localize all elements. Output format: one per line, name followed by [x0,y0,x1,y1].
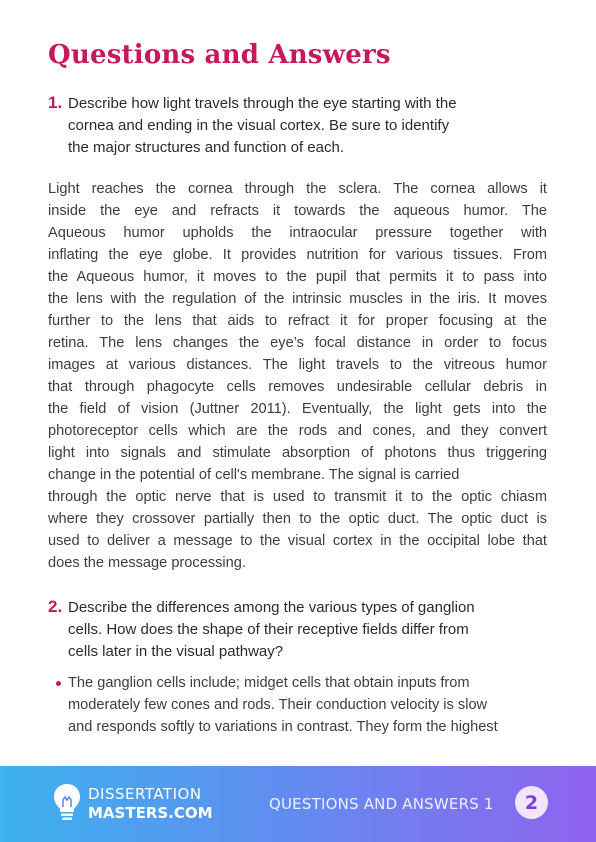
answer-1-line: images at various distances. The light travels to the vitreous humor [48,357,547,373]
answer-1-line: where they crossover partially then to the optic duct. The optic duct is [48,511,547,527]
question-2-number: 2. [48,597,63,616]
question-1-line: the major structures and function of each. [68,139,344,156]
question-1 [48,92,548,159]
question-2-line: cells later in the visual pathway? [68,643,284,660]
page-number-badge: 2 [515,786,548,819]
answer-1-line: inside the eye and refracts it towards the aqueous humor. The [48,203,547,219]
answer-1-line: retina. The lens changes the eye’s focal distance in order to focus [48,335,547,351]
answer-1-line: through the optic nerve that is used to transmit it to the optic chiasm [48,489,547,505]
question-2-line: cells. How does the shape of their receptive fields differ from [68,621,469,638]
question-2-line: Describe the differences among the various types of ganglion [68,599,475,616]
answer-1-line: does the message processing. [48,555,246,571]
question-1-line: cornea and ending in the visual cortex. Be sure to identify [68,117,450,134]
answer-1-paragraph [48,178,547,574]
question-2 [48,596,548,663]
page-title: Questions and Answers [48,40,391,70]
answer-1-line: the lens with the regulation of the intrinsic muscles in the iris. It moves [48,291,547,307]
answer-2-line: and responds softly to variations in contrast. They form the highest [68,719,498,735]
answer-1-line: the field of vision (Juttner 2011). Eventually, the light gets into the [48,401,547,417]
answer-1-line: Aqueous humor upholds the intraocular pressure together with [48,225,547,241]
answer-1-line: Light reaches the cornea through the sclera. The cornea allows it [48,181,547,197]
bullet-icon [56,681,61,686]
logo-text-line1: DISSERTATION [88,785,202,803]
answer-2-bullet [56,672,551,738]
answer-1-line: used to deliver a message to the visual cortex in the occipital lobe that [48,533,547,549]
answer-2-line: moderately few cones and rods. Their conduction velocity is slow [68,697,488,713]
answer-1-line: photoreceptor cells which are the rods and cones, and they convert [48,423,547,439]
answer-1-line: further to the lens that aids to refract it for proper focusing at the [48,313,547,329]
logo-text-line2: MASTERS.COM [88,804,213,822]
question-1-number: 1. [48,93,63,112]
footer-section-title: QUESTIONS AND ANSWERS 1 [269,795,494,813]
answer-1-line: light into signals and stimulate absorption of photons thus triggering [48,445,547,461]
answer-1-line: inflating the eye globe. It provides nutrition for various tissues. From [48,247,547,263]
question-1-line: Describe how light travels through the eye starting with the [68,95,457,112]
answer-2-line: The ganglion cells include; midget cells that obtain inputs from [68,675,470,691]
answer-1-line: the Aqueous humor, it moves to the pupil that permits it to pass into [48,269,547,285]
answer-1-line: that through phagocyte cells removes undesirable cellular debris in [48,379,547,395]
lightbulb-icon [52,782,82,822]
answer-1-line: change in the potential of cell's membrane. The signal is carried [48,467,460,483]
